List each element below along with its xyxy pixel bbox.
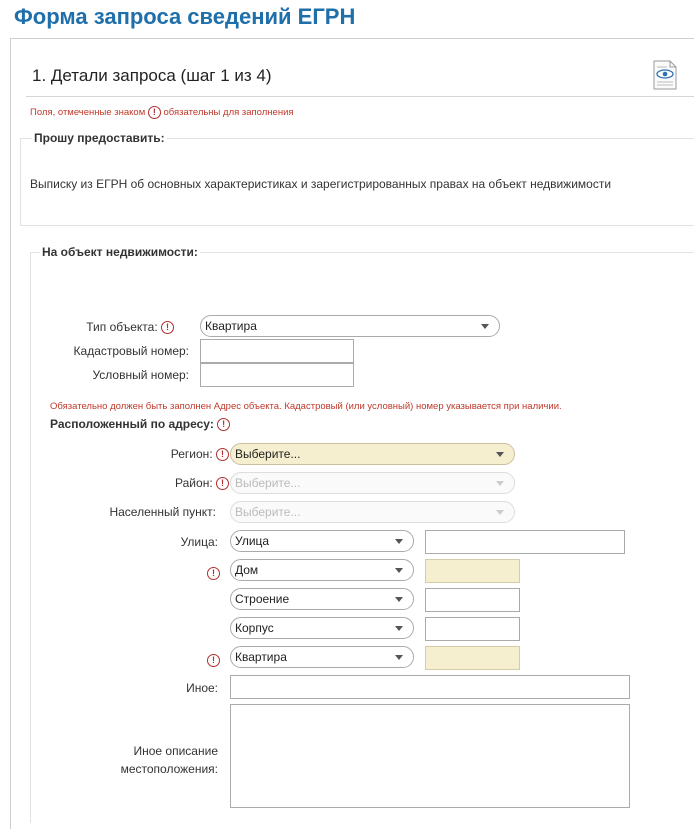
- region-select[interactable]: [230, 443, 515, 465]
- step-title: 1. Детали запроса (шаг 1 из 4): [32, 66, 272, 85]
- locality-label: Населенный пункт:: [109, 505, 216, 519]
- chevron-down-icon: [496, 510, 504, 515]
- district-label: [175, 476, 229, 490]
- required-note-text-end: обязательны для заполнения: [163, 107, 294, 119]
- page-title: Форма запроса сведений ЕГРН: [14, 4, 356, 29]
- required-marker-icon: !: [217, 418, 230, 431]
- request-legend: Прошу предоставить:: [34, 131, 165, 145]
- chevron-down-icon: [481, 324, 489, 329]
- block-type-value: Корпус: [235, 621, 274, 635]
- block-type-select[interactable]: [230, 617, 414, 639]
- house-type-value: Дом: [235, 563, 259, 577]
- chevron-down-icon: [496, 452, 504, 457]
- request-description: Выписку из ЕГРН об основных характеристиках и зарегистрированных правах на объект недвижимости: [30, 177, 612, 191]
- chevron-down-icon: [395, 568, 403, 573]
- block-input[interactable]: [425, 617, 520, 641]
- building-type-select[interactable]: [230, 588, 414, 610]
- flat-input[interactable]: [425, 646, 520, 670]
- required-fields-note: [30, 106, 294, 119]
- object-type-label: [86, 320, 174, 334]
- other-description-label: [121, 742, 218, 778]
- address-required-note: Обязательно должен быть заполнен Адрес объекта. Кадастровый (или условный) номер указывается при наличии.: [50, 401, 562, 412]
- flat-type-value: Квартира: [235, 650, 287, 664]
- street-input[interactable]: [425, 530, 625, 554]
- conditional-label: Условный номер:: [92, 368, 189, 382]
- chevron-down-icon: [395, 626, 403, 631]
- chevron-down-icon: [395, 597, 403, 602]
- house-type-select[interactable]: [230, 559, 414, 581]
- chevron-down-icon: [395, 539, 403, 544]
- address-title-text: Расположенный по адресу:: [50, 417, 214, 431]
- object-type-label-text: Тип объекта:: [86, 320, 158, 334]
- object-type-select[interactable]: [200, 315, 500, 337]
- district-label-text: Район:: [175, 476, 213, 490]
- cadastral-label: Кадастровый номер:: [73, 344, 189, 358]
- chevron-down-icon: [395, 655, 403, 660]
- house-input[interactable]: [425, 559, 520, 583]
- other-description-textarea[interactable]: [230, 704, 630, 808]
- building-input[interactable]: [425, 588, 520, 612]
- district-select[interactable]: [230, 472, 515, 494]
- building-type-value: Строение: [235, 592, 290, 606]
- object-type-value: Квартира: [205, 319, 257, 333]
- flat-type-select[interactable]: [230, 646, 414, 668]
- locality-select[interactable]: [230, 501, 515, 523]
- required-marker-icon: !: [161, 321, 174, 334]
- other-description-label-line1: Иное описание: [133, 744, 218, 758]
- object-legend: На объект недвижимости:: [42, 245, 198, 259]
- region-label-text: Регион:: [170, 447, 213, 461]
- other-label: Иное:: [186, 681, 218, 695]
- cadastral-input[interactable]: [200, 339, 354, 363]
- street-type-value: Улица: [235, 534, 270, 548]
- street-type-select[interactable]: [230, 530, 414, 552]
- district-value: Выберите...: [235, 476, 301, 490]
- required-marker-icon: !: [207, 654, 220, 667]
- region-value: Выберите...: [235, 447, 301, 461]
- locality-value: Выберите...: [235, 505, 301, 519]
- chevron-down-icon: [496, 481, 504, 486]
- address-title: [50, 417, 230, 431]
- document-eye-icon[interactable]: [652, 60, 678, 90]
- street-label: Улица:: [180, 535, 218, 549]
- required-marker-icon: !: [216, 477, 229, 490]
- other-input[interactable]: [230, 675, 630, 699]
- other-description-label-line2: местоположения:: [120, 762, 218, 776]
- required-marker-icon: !: [216, 448, 229, 461]
- region-label: [171, 447, 229, 461]
- conditional-input[interactable]: [200, 363, 354, 387]
- required-marker-icon: !: [207, 567, 220, 580]
- required-note-text: Поля, отмеченные знаком: [30, 107, 146, 119]
- required-marker-icon: !: [148, 106, 161, 119]
- divider: [26, 96, 694, 97]
